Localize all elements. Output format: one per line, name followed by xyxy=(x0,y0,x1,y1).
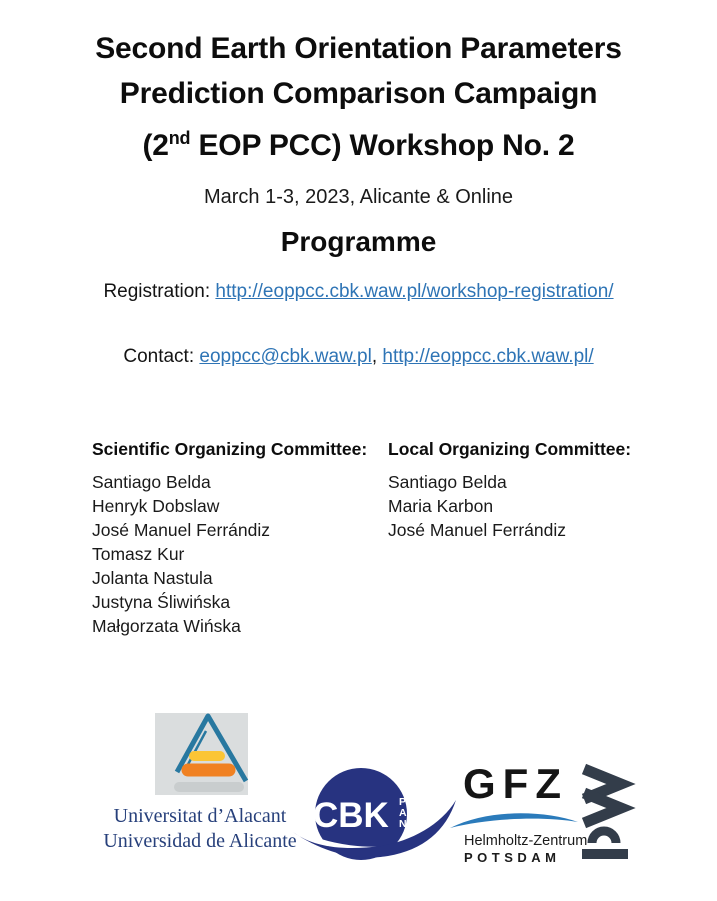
committee-member: Justyna Śliwińska xyxy=(92,592,231,612)
programme-heading: Programme xyxy=(280,226,437,257)
registration-link[interactable]: http://eoppcc.cbk.waw.pl/workshop-registration/ xyxy=(215,281,614,302)
pan-letter: N xyxy=(399,818,407,830)
date-location: March 1-3, 2023, Alicante & Online xyxy=(203,186,514,208)
registration-line xyxy=(0,281,717,303)
helmholtz-mark-icon xyxy=(582,769,628,859)
committee-member: Tomasz Kur xyxy=(92,544,185,564)
cbk-pan-logo-icon xyxy=(283,753,468,901)
gfz-blue-arc xyxy=(450,813,578,828)
committee-member: Jolanta Nastula xyxy=(92,568,213,588)
committee-member: Maria Karbon xyxy=(388,496,494,516)
local-organizing-committee xyxy=(388,439,631,542)
gfz-potsdam-logo-icon xyxy=(443,758,663,890)
gfz-acronym: GFZ xyxy=(463,760,568,807)
pan-letter: P xyxy=(399,796,407,808)
committee-member: Małgorzata Wińska xyxy=(92,616,241,636)
contact-line xyxy=(0,346,717,368)
page-title xyxy=(0,26,717,168)
pan-letter: A xyxy=(399,807,407,819)
soc-heading: Scientific Organizing Committee: xyxy=(92,439,368,459)
committee-member: Santiago Belda xyxy=(388,472,507,492)
gfz-org-line2: POTSDAM xyxy=(464,850,561,865)
committee-member: Henryk Dobslaw xyxy=(92,496,220,516)
contact-email-link[interactable]: eoppcc@cbk.waw.pl xyxy=(199,346,372,367)
registration-label: Registration: xyxy=(103,281,216,302)
title-line-3: (2nd EOP PCC) Workshop No. 2 xyxy=(142,128,575,162)
loc-heading: Local Organizing Committee: xyxy=(388,439,632,459)
gfz-org-line1: Helmholtz-Zentrum xyxy=(464,833,588,849)
committee-member: Santiago Belda xyxy=(92,472,211,492)
ordinal-superscript: nd xyxy=(168,128,191,148)
committee-member: José Manuel Ferrándiz xyxy=(388,520,566,540)
scientific-organizing-committee xyxy=(92,439,367,638)
ua-name-spanish: Universidad de Alicante xyxy=(103,830,297,852)
university-of-alicante-logo-icon xyxy=(88,703,312,798)
contact-separator: , xyxy=(371,346,383,367)
title-line-1: Second Earth Orientation Parameters xyxy=(95,32,622,65)
contact-label: Contact: xyxy=(123,346,200,367)
committee-member: José Manuel Ferrándiz xyxy=(92,520,270,540)
contact-website-link[interactable]: http://eoppcc.cbk.waw.pl/ xyxy=(382,346,594,367)
cbk-acronym: CBK xyxy=(313,796,389,835)
ua-name-catalan: Universitat d’Alacant xyxy=(113,805,287,827)
title-line-2: Prediction Comparison Campaign xyxy=(119,77,598,110)
